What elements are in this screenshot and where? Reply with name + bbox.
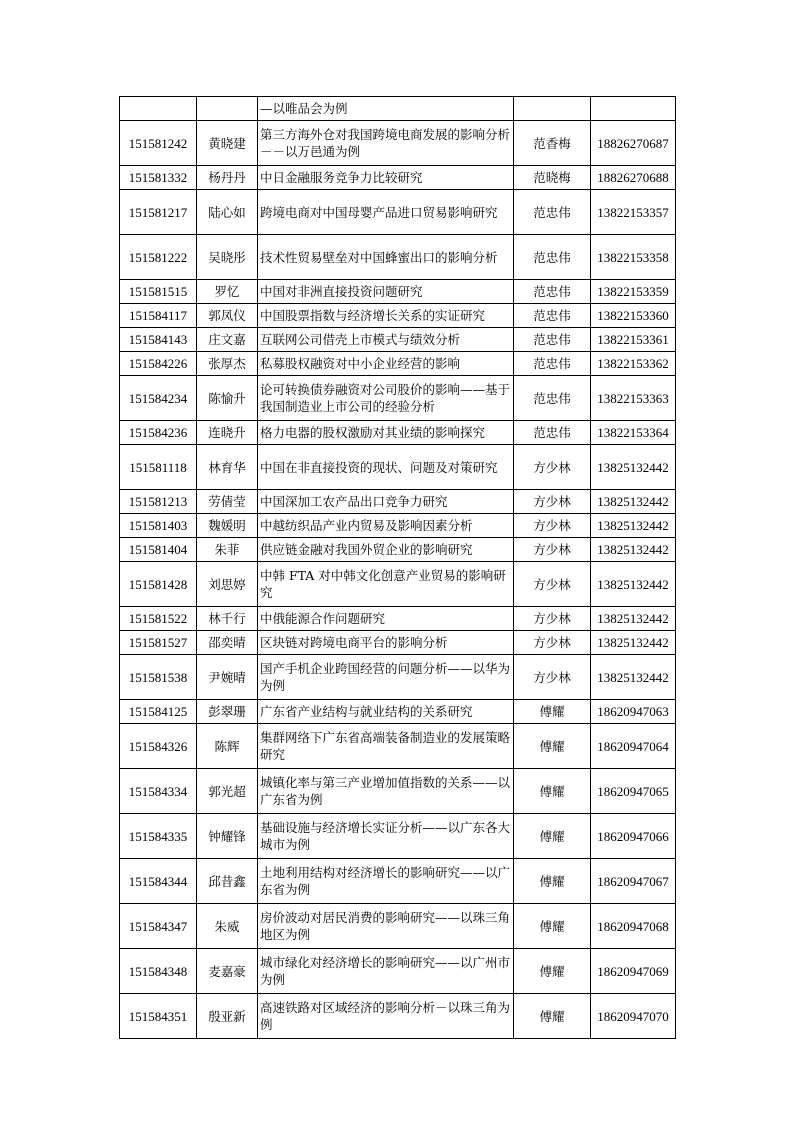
student-name-cell: 陆心如 (197, 190, 258, 235)
advisor-cell: 范忠伟 (514, 376, 591, 421)
thesis-title-cell: 房价波动对居民消费的影响研究——以珠三角地区为例 (258, 904, 514, 949)
thesis-title-cell: 供应链金融对我国外贸企业的影响研究 (258, 538, 514, 562)
student-name-cell: 邵奕晴 (197, 631, 258, 655)
thesis-title-cell: 中越纺织品产业内贸易及影响因素分析 (258, 514, 514, 538)
thesis-title-cell: 中国对非洲直接投资问题研究 (258, 280, 514, 304)
table-row (120, 445, 676, 490)
student-name-cell: 陈辉 (197, 724, 258, 769)
phone-cell: 13825132442 (591, 538, 676, 562)
thesis-table-body (120, 97, 676, 1039)
table-row (120, 235, 676, 280)
table-row (120, 631, 676, 655)
phone-cell: 13822153363 (591, 376, 676, 421)
thesis-title-cell: 中国在非直接投资的现状、问题及对策研究 (258, 445, 514, 490)
student-name-cell: 张厚杰 (197, 352, 258, 376)
phone-cell: 13822153357 (591, 190, 676, 235)
advisor-cell: 方少林 (514, 655, 591, 700)
phone-cell: 18620947069 (591, 949, 676, 994)
table-row (120, 538, 676, 562)
student-id-cell: 151581403 (120, 514, 197, 538)
phone-cell: 18620947065 (591, 769, 676, 814)
table-row (120, 304, 676, 328)
advisor-cell: 傅耀 (514, 859, 591, 904)
advisor-cell: 方少林 (514, 538, 591, 562)
thesis-title-cell: 私募股权融资对中小企业经营的影响 (258, 352, 514, 376)
student-name-cell: 吴晓彤 (197, 235, 258, 280)
student-name-cell: 魏媛明 (197, 514, 258, 538)
phone-cell: 13825132442 (591, 631, 676, 655)
table-row (120, 121, 676, 166)
student-name-cell: 郭凤仪 (197, 304, 258, 328)
thesis-title-cell: —以唯品会为例 (258, 97, 514, 121)
student-name-cell: 林育华 (197, 445, 258, 490)
table-row (120, 994, 676, 1039)
phone-cell: 18620947066 (591, 814, 676, 859)
student-name-cell: 劳倩莹 (197, 490, 258, 514)
phone-cell (591, 97, 676, 121)
student-name-cell: 罗忆 (197, 280, 258, 304)
advisor-cell: 傅耀 (514, 724, 591, 769)
advisor-cell: 方少林 (514, 445, 591, 490)
phone-cell: 13822153358 (591, 235, 676, 280)
student-id-cell: 151581222 (120, 235, 197, 280)
table-row (120, 904, 676, 949)
advisor-cell: 傅耀 (514, 994, 591, 1039)
table-row (120, 514, 676, 538)
student-name-cell: 钟耀锋 (197, 814, 258, 859)
thesis-title-cell: 城镇化率与第三产业增加值指数的关系——以广东省为例 (258, 769, 514, 814)
phone-cell: 13825132442 (591, 562, 676, 607)
student-id-cell: 151581332 (120, 166, 197, 190)
advisor-cell: 范忠伟 (514, 352, 591, 376)
student-id-cell: 151584143 (120, 328, 197, 352)
phone-cell: 18620947063 (591, 700, 676, 724)
table-row (120, 814, 676, 859)
phone-cell: 13822153359 (591, 280, 676, 304)
advisor-cell: 范忠伟 (514, 304, 591, 328)
phone-cell: 13825132442 (591, 655, 676, 700)
thesis-title-cell: 技术性贸易壁垒对中国蜂蜜出口的影响分析 (258, 235, 514, 280)
advisor-cell: 范忠伟 (514, 328, 591, 352)
student-id-cell: 151581217 (120, 190, 197, 235)
student-name-cell: 刘思婷 (197, 562, 258, 607)
advisor-cell: 方少林 (514, 514, 591, 538)
phone-cell: 13822153360 (591, 304, 676, 328)
advisor-cell: 范忠伟 (514, 280, 591, 304)
student-id-cell: 151584335 (120, 814, 197, 859)
advisor-cell: 傅耀 (514, 769, 591, 814)
phone-cell: 18620947064 (591, 724, 676, 769)
table-row (120, 769, 676, 814)
student-id-cell: 151581213 (120, 490, 197, 514)
advisor-cell: 方少林 (514, 607, 591, 631)
student-id-cell: 151584344 (120, 859, 197, 904)
student-id-cell: 151584351 (120, 994, 197, 1039)
student-name-cell: 连晓升 (197, 421, 258, 445)
student-name-cell: 林千行 (197, 607, 258, 631)
student-name-cell: 彭翠珊 (197, 700, 258, 724)
thesis-title-cell: 中韩 FTA 对中韩文化创意产业贸易的影响研究 (258, 562, 514, 607)
student-name-cell (197, 97, 258, 121)
thesis-title-cell: 第三方海外仓对我国跨境电商发展的影响分析－－以万邑通为例 (258, 121, 514, 166)
student-name-cell: 朱菲 (197, 538, 258, 562)
table-row (120, 97, 676, 121)
student-id-cell: 151584234 (120, 376, 197, 421)
thesis-title-cell: 广东省产业结构与就业结构的关系研究 (258, 700, 514, 724)
thesis-title-cell: 城市绿化对经济增长的影响研究——以广州市为例 (258, 949, 514, 994)
thesis-title-cell: 互联网公司借壳上市模式与绩效分析 (258, 328, 514, 352)
phone-cell: 13825132442 (591, 607, 676, 631)
phone-cell: 18826270688 (591, 166, 676, 190)
student-name-cell: 陈愉升 (197, 376, 258, 421)
thesis-title-cell: 跨境电商对中国母婴产品进口贸易影响研究 (258, 190, 514, 235)
phone-cell: 13822153364 (591, 421, 676, 445)
thesis-title-cell: 中俄能源合作问题研究 (258, 607, 514, 631)
table-row (120, 859, 676, 904)
phone-cell: 13825132442 (591, 445, 676, 490)
thesis-title-cell: 高速铁路对区域经济的影响分析－以珠三角为例 (258, 994, 514, 1039)
thesis-title-cell: 中国股票指数与经济增长关系的实证研究 (258, 304, 514, 328)
student-name-cell: 殷亚新 (197, 994, 258, 1039)
phone-cell: 13822153361 (591, 328, 676, 352)
advisor-cell: 方少林 (514, 562, 591, 607)
student-name-cell: 郭光超 (197, 769, 258, 814)
table-row (120, 166, 676, 190)
table-row (120, 655, 676, 700)
thesis-title-cell: 论可转换债券融资对公司股价的影响——基于我国制造业上市公司的经验分析 (258, 376, 514, 421)
student-name-cell: 麦嘉豪 (197, 949, 258, 994)
advisor-cell: 傅耀 (514, 949, 591, 994)
advisor-cell: 方少林 (514, 490, 591, 514)
student-name-cell: 庄文嘉 (197, 328, 258, 352)
table-row (120, 352, 676, 376)
student-id-cell: 151584348 (120, 949, 197, 994)
table-row (120, 607, 676, 631)
table-row (120, 376, 676, 421)
student-id-cell: 151584326 (120, 724, 197, 769)
advisor-cell: 范忠伟 (514, 421, 591, 445)
phone-cell: 13822153362 (591, 352, 676, 376)
student-name-cell: 邱昔鑫 (197, 859, 258, 904)
thesis-title-cell: 中国深加工农产品出口竞争力研究 (258, 490, 514, 514)
advisor-cell: 范忠伟 (514, 235, 591, 280)
student-id-cell: 151584347 (120, 904, 197, 949)
thesis-title-cell: 格力电器的股权激励对其业绩的影响探究 (258, 421, 514, 445)
thesis-title-cell: 区块链对跨境电商平台的影响分析 (258, 631, 514, 655)
student-id-cell: 151581118 (120, 445, 197, 490)
student-id-cell: 151584125 (120, 700, 197, 724)
table-row (120, 190, 676, 235)
advisor-cell: 傅耀 (514, 700, 591, 724)
phone-cell: 13825132442 (591, 490, 676, 514)
table-row (120, 949, 676, 994)
student-name-cell: 朱威 (197, 904, 258, 949)
phone-cell: 18620947070 (591, 994, 676, 1039)
thesis-title-cell: 土地利用结构对经济增长的影响研究——以广东省为例 (258, 859, 514, 904)
table-row (120, 724, 676, 769)
student-id-cell (120, 97, 197, 121)
student-id-cell: 151581242 (120, 121, 197, 166)
advisor-cell: 傅耀 (514, 904, 591, 949)
student-id-cell: 151581522 (120, 607, 197, 631)
phone-cell: 18620947067 (591, 859, 676, 904)
table-row (120, 421, 676, 445)
student-id-cell: 151581515 (120, 280, 197, 304)
thesis-table (119, 96, 676, 1039)
table-row (120, 328, 676, 352)
student-id-cell: 151584117 (120, 304, 197, 328)
thesis-title-cell: 中日金融服务竞争力比较研究 (258, 166, 514, 190)
table-row (120, 700, 676, 724)
student-id-cell: 151584334 (120, 769, 197, 814)
student-name-cell: 黄晓建 (197, 121, 258, 166)
student-id-cell: 151584226 (120, 352, 197, 376)
student-id-cell: 151581527 (120, 631, 197, 655)
table-row (120, 280, 676, 304)
thesis-title-cell: 基础设施与经济增长实证分析——以广东各大城市为例 (258, 814, 514, 859)
student-id-cell: 151581428 (120, 562, 197, 607)
student-id-cell: 151584236 (120, 421, 197, 445)
table-row (120, 490, 676, 514)
advisor-cell: 傅耀 (514, 814, 591, 859)
advisor-cell: 范香梅 (514, 121, 591, 166)
student-name-cell: 杨丹丹 (197, 166, 258, 190)
advisor-cell: 方少林 (514, 631, 591, 655)
thesis-title-cell: 国产手机企业跨国经营的问题分析——以华为为例 (258, 655, 514, 700)
table-row (120, 562, 676, 607)
phone-cell: 13825132442 (591, 514, 676, 538)
student-id-cell: 151581538 (120, 655, 197, 700)
advisor-cell (514, 97, 591, 121)
advisor-cell: 范忠伟 (514, 190, 591, 235)
advisor-cell: 范晓梅 (514, 166, 591, 190)
phone-cell: 18620947068 (591, 904, 676, 949)
student-name-cell: 尹婉晴 (197, 655, 258, 700)
student-id-cell: 151581404 (120, 538, 197, 562)
thesis-title-cell: 集群网络下广东省高端装备制造业的发展策略研究 (258, 724, 514, 769)
phone-cell: 18826270687 (591, 121, 676, 166)
